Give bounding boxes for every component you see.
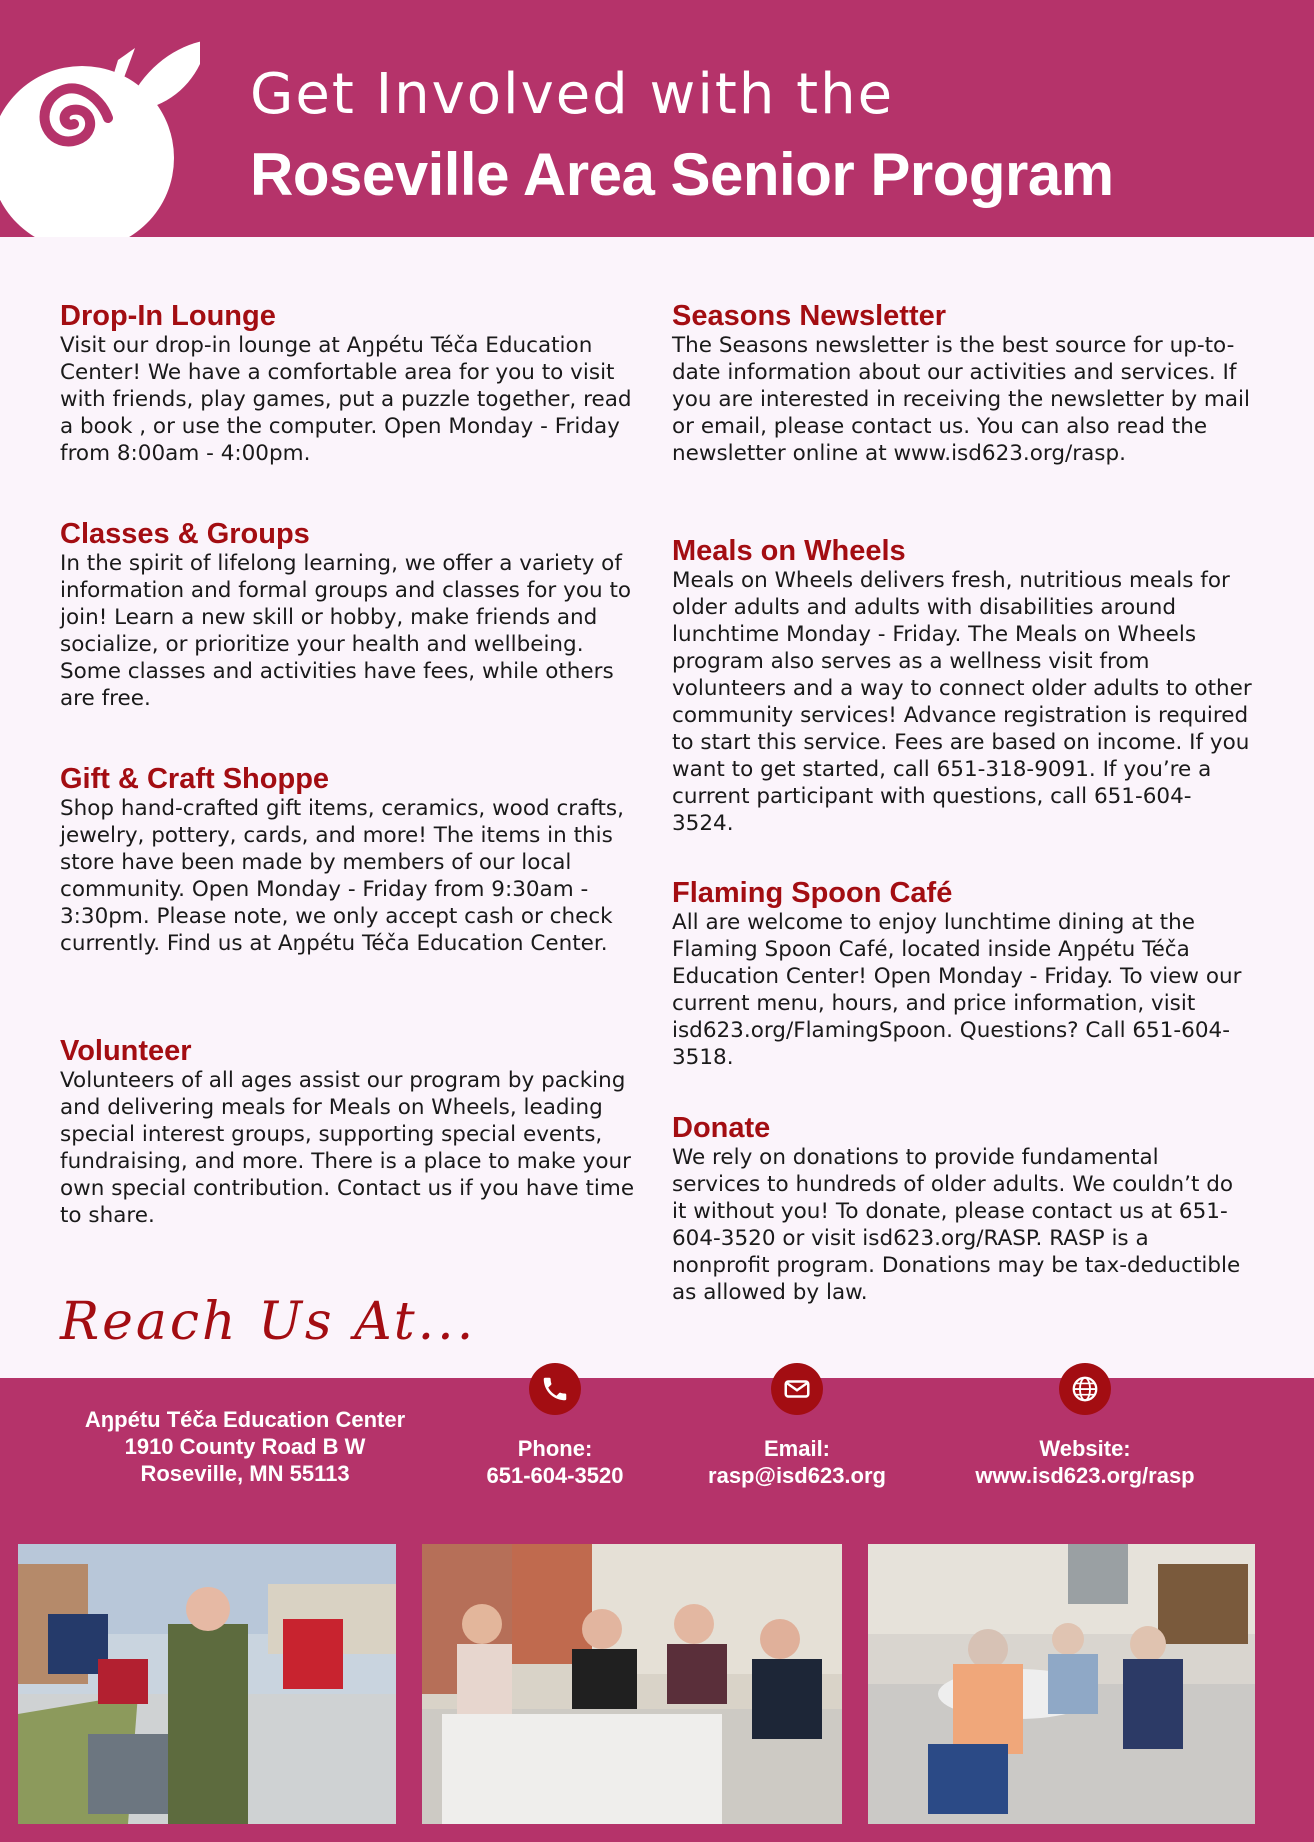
section-body: Volunteers of all ages assist our program by packing and delivering meals for Meals on Wheels, leading special interest groups, supporting special events, fundraising, and more. There is a place to make your own special contribution. Contact us if you have time to share.: [60, 1068, 635, 1228]
section-meals-on-wheels: [672, 535, 1252, 837]
section-heading: Flaming Spoon Café: [672, 877, 953, 909]
address-line: 1910 County Road B W: [124, 1434, 366, 1459]
section-heading: Donate: [672, 1112, 771, 1144]
address-block: [40, 1406, 450, 1487]
section-heading: Classes & Groups: [60, 518, 310, 550]
header-subtitle: Get Involved with the: [250, 62, 895, 127]
photo-group-at-table: [422, 1544, 842, 1824]
header-title: Roseville Area Senior Program: [250, 141, 1114, 208]
phone-label: Phone:: [517, 1436, 593, 1461]
section-heading: Meals on Wheels: [672, 535, 906, 567]
section-body: Shop hand-crafted gift items, ceramics, wood crafts, jewelry, pottery, cards, and more! The items in this store have been made by members of our local community. Open Monday - Friday from 9:30am - 3:30pm. Please note, we only accept cash or check currently. Find us at Aŋpétu Téča Education Center.: [60, 796, 624, 956]
section-body: Visit our drop-in lounge at Aŋpétu Téča Education Center! We have a comfortable area for you to visit with friends, play games, put a puzzle together, read a book , or use the computer. Open Monday - Friday from 8:00am - 4:00pm.: [60, 333, 632, 466]
address-line: Aŋpétu Téča Education Center: [84, 1407, 406, 1432]
section-body: We rely on donations to provide fundamental services to hundreds of older adults. We couldn’t do it without you! To donate, please contact us at 651-604-3520 or visit isd623.org/RASP. RASP is a nonprofit program. Donations may be tax-deductible as allowed by law.: [672, 1145, 1241, 1305]
mail-icon: [771, 1363, 823, 1415]
section-heading: Volunteer: [60, 1035, 192, 1067]
website-label: Website:: [1039, 1436, 1131, 1461]
email-value[interactable]: rasp@isd623.org: [708, 1463, 886, 1488]
phone-icon: [529, 1363, 581, 1415]
section-body: Meals on Wheels delivers fresh, nutritious meals for older adults and adults with disabilities around lunchtime Monday - Friday. The Meals on Wheels program also serves as a wellness visit from volunteers and a way to connect older adults to other community services! Advance registration is required to start this service. Fees are based on income. If you want to get started, call 651-318-9091. If you’re a current participant with questions, call 651-604-3524.: [672, 568, 1252, 836]
section-heading: Seasons Newsletter: [672, 300, 947, 332]
section-volunteer: [60, 1035, 640, 1229]
photo-volunteer-with-bags: [18, 1544, 396, 1824]
section-heading: Gift & Craft Shoppe: [60, 763, 330, 795]
contact-phone[interactable]: [425, 1378, 685, 1489]
email-label: Email:: [763, 1436, 831, 1461]
section-donate: [672, 1112, 1252, 1306]
section-body: All are welcome to enjoy lunchtime dining at the Flaming Spoon Café, located inside Aŋpétu Téča Education Center! Open Monday - Friday. To view our current menu, hours, and price information, visit isd623.org/FlamingSpoon. Questions? Call 651-604-3518.: [672, 910, 1242, 1070]
section-flaming-spoon-cafe: [672, 877, 1252, 1071]
header-banner: [0, 0, 1314, 237]
section-drop-in-lounge: [60, 300, 640, 467]
website-value[interactable]: www.isd623.org/rasp: [975, 1463, 1195, 1488]
section-seasons-newsletter: [672, 300, 1252, 467]
contact-website[interactable]: [955, 1378, 1215, 1489]
reach-us-heading: Reach Us At...: [60, 1292, 477, 1352]
section-classes-groups: [60, 518, 640, 712]
contact-email[interactable]: [667, 1378, 927, 1489]
address-line: Roseville, MN 55113: [140, 1461, 350, 1486]
section-heading: Drop-In Lounge: [60, 300, 276, 332]
globe-icon: [1059, 1363, 1111, 1415]
phone-value[interactable]: 651-604-3520: [486, 1463, 624, 1488]
apple-logo-icon: [0, 0, 200, 237]
section-body: The Seasons newsletter is the best source for up-to-date information about our activities and services. If you are interested in receiving the newsletter by mail or email, please contact us. You can also read the newsletter online at www.isd623.org/rasp.: [672, 333, 1250, 466]
photo-seniors-at-round-tables: [868, 1544, 1255, 1824]
section-gift-craft-shoppe: [60, 763, 640, 957]
section-body: In the spirit of lifelong learning, we offer a variety of information and formal groups and classes for you to join! Learn a new skill or hobby, make friends and socialize, or prioritize your health and wellbeing. Some classes and activities have fees, while others are free.: [60, 551, 632, 711]
